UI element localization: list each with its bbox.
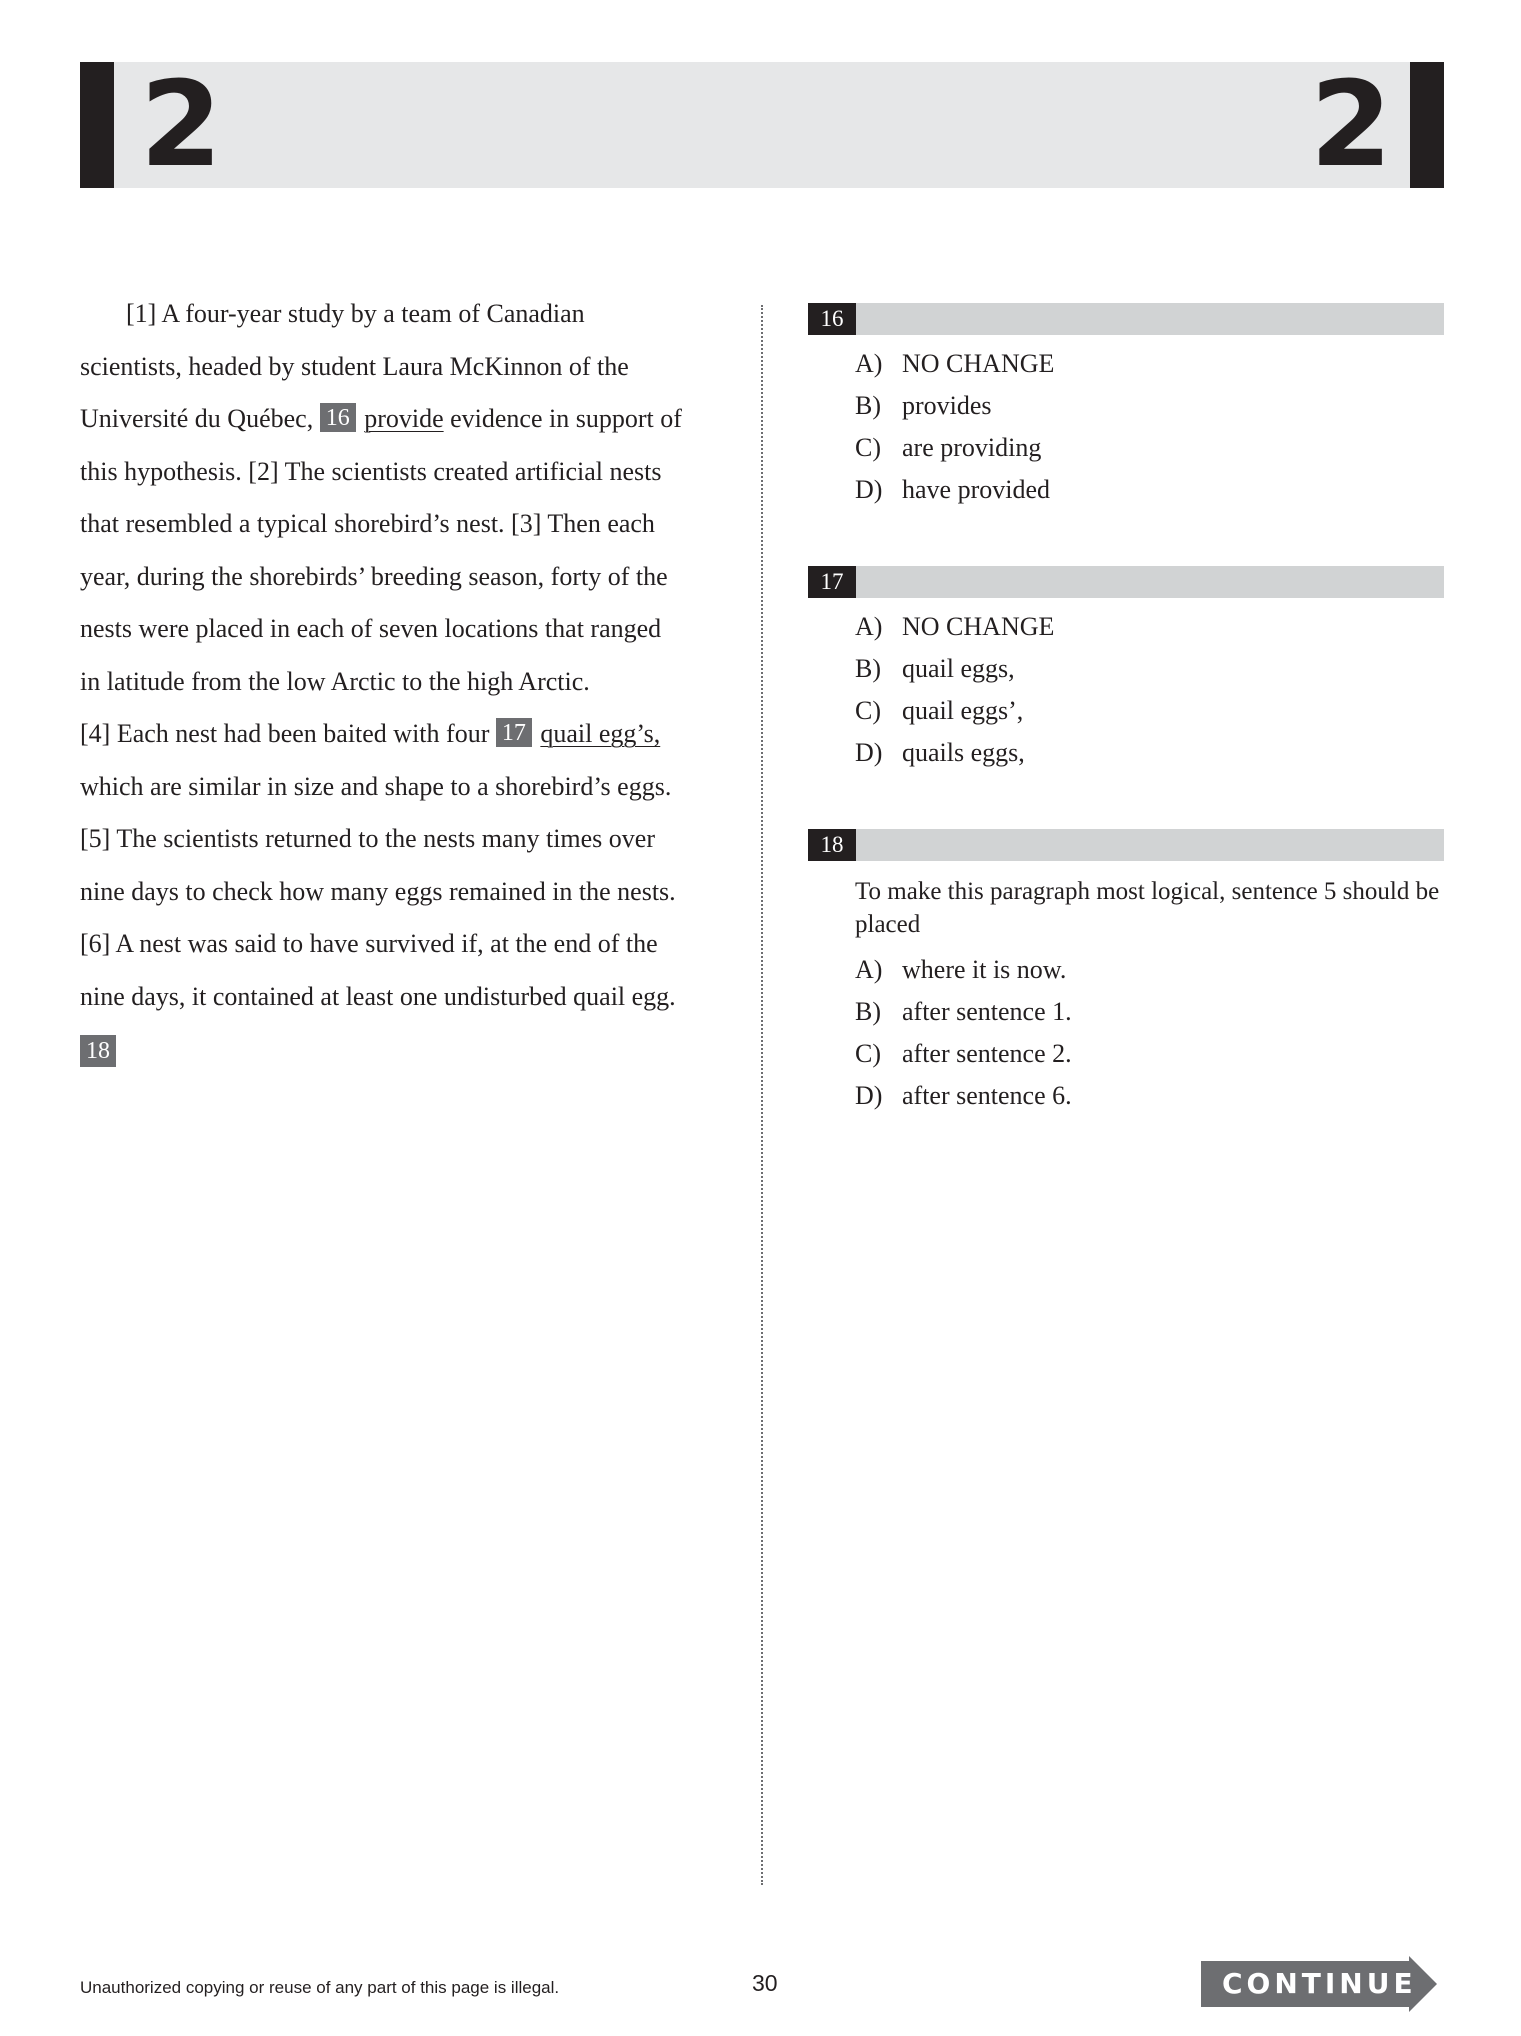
passage-line: nine days, it contained at least one undisturbed quail egg. [80, 981, 676, 1011]
option-letter: B) [855, 997, 881, 1026]
answer-options [855, 343, 1444, 511]
option-text: quails eggs, [902, 738, 1025, 767]
option-text: quail eggs, [902, 654, 1015, 683]
answer-option-b[interactable] [855, 991, 1444, 1033]
question-17-marker[interactable]: 17 [496, 718, 532, 747]
passage-line: in latitude from the low Arctic to the high Arctic. [80, 666, 590, 696]
passage-line: that resembled a typical shorebird’s nest. [3] Then each [80, 509, 655, 538]
passage-line: nine days to check how many eggs remained in the nests. [80, 876, 676, 906]
answer-option-c[interactable] [855, 427, 1444, 469]
option-letter: C) [855, 1039, 881, 1068]
question-18-marker[interactable]: 18 [80, 1035, 116, 1067]
question-header-bar [808, 566, 1444, 598]
option-letter: A) [855, 612, 883, 641]
copyright-notice: Unauthorized copying or reuse of any part of this page is illegal. [80, 1978, 560, 1997]
question-17-underlined-text[interactable]: quail egg’s, [540, 719, 661, 748]
question-number: 16 [808, 303, 856, 335]
passage-line: scientists, headed by student Laura McKinnon of the [80, 351, 629, 381]
answer-option-d[interactable] [855, 732, 1444, 774]
question-stem: To make this paragraph most logical, sentence 5 should be placed [855, 878, 1440, 938]
passage-text: Université du Québec, [80, 404, 320, 433]
question-16 [808, 303, 1444, 511]
answer-option-b[interactable] [855, 385, 1444, 427]
answer-option-a[interactable] [855, 343, 1444, 385]
question-number: 17 [808, 566, 856, 598]
option-letter: C) [855, 696, 881, 725]
passage-line: [6] A nest was said to have survived if, at the end of the [80, 929, 658, 958]
answer-option-d[interactable] [855, 1075, 1444, 1117]
answer-option-c[interactable] [855, 690, 1444, 732]
option-letter: B) [855, 654, 881, 683]
question-header-bar [808, 303, 1444, 335]
option-text: after sentence 1. [902, 997, 1072, 1026]
passage-line: [5] The scientists returned to the nests many times over [80, 824, 655, 853]
answer-option-d[interactable] [855, 469, 1444, 511]
passage-line: year, during the shorebirds’ breeding season, forty of the [80, 561, 668, 591]
continue-label: CONTINUE [1222, 1967, 1417, 2000]
answer-option-a[interactable] [855, 949, 1444, 991]
answer-option-c[interactable] [855, 1033, 1444, 1075]
option-letter: D) [855, 738, 883, 767]
section-header-left-bar [80, 62, 114, 188]
continue-button[interactable] [1201, 1956, 1439, 2012]
section-header-band [80, 62, 1444, 188]
passage-line: nests were placed in each of seven locations that ranged [80, 614, 662, 643]
answer-option-b[interactable] [855, 648, 1444, 690]
option-text: NO CHANGE [902, 612, 1055, 641]
option-text: provides [902, 391, 992, 420]
question-18 [808, 829, 1444, 1117]
section-header-right-bar [1410, 62, 1444, 188]
answer-options [855, 606, 1444, 774]
option-letter: C) [855, 433, 881, 462]
option-text: where it is now. [902, 955, 1067, 984]
option-text: after sentence 2. [902, 1039, 1072, 1068]
question-header-bar [808, 829, 1444, 861]
option-letter: D) [855, 475, 883, 504]
option-text: have provided [902, 475, 1051, 504]
passage-text: [1] A four-year study by a team of Canadian [126, 299, 585, 328]
section-number-left: 2 [140, 55, 223, 193]
section-number-right: 2 [1310, 55, 1393, 193]
reading-passage [80, 288, 720, 1077]
option-letter: A) [855, 955, 883, 984]
question-16-marker[interactable]: 16 [320, 403, 356, 432]
question-17 [808, 566, 1444, 774]
option-letter: B) [855, 391, 881, 420]
passage-line: this hypothesis. [2] The scientists created artificial nests [80, 456, 662, 486]
option-text: quail eggs’, [902, 696, 1024, 725]
option-text: after sentence 6. [902, 1081, 1072, 1110]
option-letter: D) [855, 1081, 883, 1110]
passage-line: which are similar in size and shape to a shorebird’s eggs. [80, 771, 672, 801]
answer-option-a[interactable] [855, 606, 1444, 648]
passage-line [80, 393, 720, 446]
answer-options [855, 949, 1444, 1117]
option-text: are providing [902, 433, 1042, 462]
passage-line [80, 288, 720, 341]
passage-line [80, 708, 720, 761]
question-16-underlined-text[interactable]: provide [364, 404, 444, 433]
passage-text: evidence in support of [443, 404, 682, 433]
question-number: 18 [808, 829, 856, 861]
page-number: 30 [752, 1970, 778, 1996]
option-text: NO CHANGE [902, 349, 1055, 378]
option-letter: A) [855, 349, 883, 378]
passage-text: [4] Each nest had been baited with four [80, 719, 496, 748]
column-divider [761, 305, 763, 1885]
